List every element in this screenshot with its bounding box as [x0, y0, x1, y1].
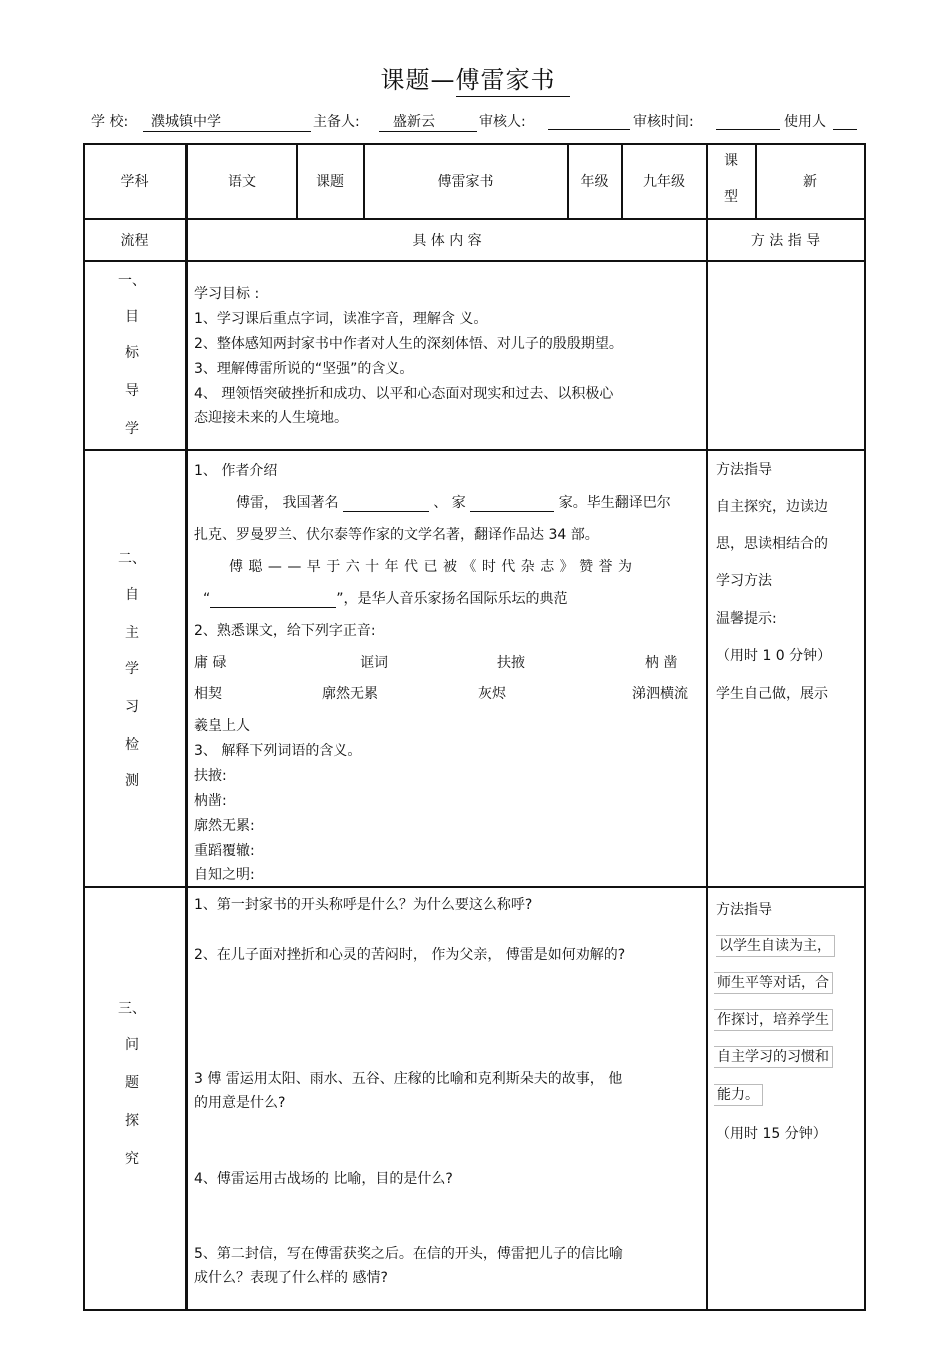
- meaning-heading: 3、 解释下列词语的含义。: [194, 743, 362, 759]
- s2-v0: 二、: [118, 551, 146, 567]
- s1-v0: 一、: [118, 273, 146, 289]
- s3-v1: 问: [125, 1037, 139, 1053]
- word: 庸 碌: [194, 655, 227, 671]
- fill-blank[interactable]: [343, 495, 429, 512]
- type-value: 新: [803, 174, 817, 190]
- method-box: 以学生自读为主，: [716, 935, 835, 957]
- reviewer-blank: [548, 111, 630, 130]
- method-time: （用时 15 分钟）: [716, 1126, 827, 1142]
- user-blank: [833, 111, 857, 130]
- preparer-value: 盛新云: [379, 111, 477, 132]
- s3-v0: 三、: [118, 1001, 146, 1017]
- term: 重蹈覆辙:: [194, 843, 255, 859]
- review-time-label: 审核时间:: [633, 114, 694, 130]
- method-box: 师生平等对话，合: [714, 972, 833, 994]
- method-box: 能力。: [714, 1084, 763, 1106]
- question: 4、傅雷运用古战场的 比喻，目的是什么?: [194, 1171, 453, 1187]
- fill-blank[interactable]: [210, 591, 336, 608]
- method-label: 方 法 指 导: [750, 232, 821, 249]
- question: 1、第一封家书的开头称呼是什么？为什么要这么称呼?: [194, 897, 533, 913]
- s1-line: 3、理解傅雷所说的“坚强”的含义。: [194, 361, 414, 377]
- word: 枘 凿: [645, 655, 678, 671]
- school-label: 学 校:: [91, 114, 129, 130]
- question: 3 傅 雷运用太阳、雨水、五谷、庄稼的比喻和克利斯朵夫的故事， 他: [194, 1071, 623, 1087]
- s1-line: 1、学习课后重点字词，读准字音，理解含 义。: [194, 311, 488, 327]
- word: 廓然无累: [322, 686, 378, 702]
- method-line: （用时 1 0 分钟）: [716, 648, 832, 664]
- page-title: 课题—傅雷家书: [0, 60, 950, 95]
- word: 灰烬: [478, 686, 506, 702]
- question: 成什么？表现了什么样的 感情?: [194, 1270, 388, 1286]
- topic-value: 傅雷家书: [437, 174, 494, 190]
- word: 涕泗横流: [632, 686, 688, 702]
- subject-value: 语文: [228, 174, 256, 190]
- s1-v3: 导: [125, 383, 139, 399]
- s1-v4: 学: [125, 421, 139, 437]
- method-line: 自主探究，边读边: [716, 499, 828, 515]
- s1-v1: 目: [125, 309, 139, 325]
- word: 扶掖: [497, 655, 525, 671]
- method-box: 作探讨，培养学生: [714, 1009, 833, 1031]
- method-line: 学习方法: [716, 573, 772, 589]
- s1-v2: 标: [125, 345, 139, 361]
- s2-v4: 习: [125, 699, 139, 715]
- question: 5、第二封信，写在傅雷获奖之后。在信的开头，傅雷把儿子的信比喻: [194, 1246, 623, 1262]
- pinyin-heading: 2、熟悉课文，给下列字正音:: [194, 623, 376, 639]
- author-line: 傅雷， 我国著名 、 家 家。毕生翻译巴尔: [236, 495, 671, 511]
- s2-v3: 学: [125, 661, 139, 677]
- method-line: 学生自己做，展示: [716, 686, 828, 702]
- term: 扶掖:: [194, 768, 227, 784]
- s2-v6: 测: [125, 773, 139, 789]
- method-line: 思，思读相结合的: [716, 536, 828, 552]
- content-label: 具 体 内 容: [412, 232, 482, 249]
- grade-value: 九年级: [643, 174, 685, 190]
- grade-label: 年级: [580, 174, 609, 190]
- method-line: 方法指导: [716, 462, 772, 478]
- word: 相契: [194, 686, 222, 702]
- term: 枘凿:: [194, 793, 227, 809]
- preparer-label: 主备人:: [313, 114, 360, 130]
- term: 廓然无累:: [194, 818, 255, 834]
- question: 的用意是什么?: [194, 1095, 286, 1111]
- author-heading: 1、 作者介绍: [194, 463, 278, 479]
- s1-line: 学习目标 :: [194, 286, 260, 302]
- author-line: 扎克、罗曼罗兰、伏尔泰等作家的文学名著，翻译作品达 34 部。: [194, 527, 599, 543]
- s1-line: 4、 理领悟突破挫折和成功、以平和心态面对现实和过去、以积极心: [194, 386, 614, 402]
- review-time-blank: [716, 111, 780, 130]
- subject-label: 学科: [120, 174, 149, 190]
- fucong-line: “ ”，是华人音乐家扬名国际乐坛的典范: [203, 591, 568, 607]
- s2-v2: 主: [125, 625, 139, 641]
- fucong-line: 傅 聪 — — 早 于 六 十 年 代 已 被 《 时 代 杂 志 》 赞 誉 为: [229, 559, 633, 575]
- s3-v3: 探: [125, 1113, 139, 1129]
- s2-v5: 检: [125, 737, 139, 753]
- word: 诓词: [360, 655, 388, 671]
- method-title: 方法指导: [716, 902, 772, 918]
- user-label: 使用人: [784, 114, 826, 130]
- s2-v1: 自: [125, 587, 139, 603]
- word: 羲皇上人: [194, 718, 250, 734]
- title-topic: 傅雷家书: [456, 66, 570, 97]
- s3-v2: 题: [125, 1075, 139, 1091]
- type-label-2: 型: [724, 189, 738, 205]
- school-value: 濮城镇中学: [143, 111, 311, 132]
- reviewer-label: 审核人:: [479, 114, 526, 130]
- fill-blank[interactable]: [470, 495, 554, 512]
- s3-v4: 究: [125, 1151, 139, 1167]
- term: 自知之明:: [194, 867, 255, 883]
- type-label-1: 课: [724, 153, 738, 169]
- question: 2、在儿子面对挫折和心灵的苦闷时， 作为父亲， 傅雷是如何劝解的?: [194, 947, 626, 963]
- s1-line: 态迎接未来的人生境地。: [194, 410, 348, 426]
- flow-label: 流程: [120, 232, 149, 249]
- method-line: 温馨提示:: [716, 611, 777, 627]
- topic-label: 课题: [316, 174, 344, 190]
- method-box: 自主学习的习惯和: [714, 1046, 833, 1068]
- s1-line: 2、整体感知两封家书中作者对人生的深刻体悟、对儿子的殷殷期望。: [194, 336, 623, 352]
